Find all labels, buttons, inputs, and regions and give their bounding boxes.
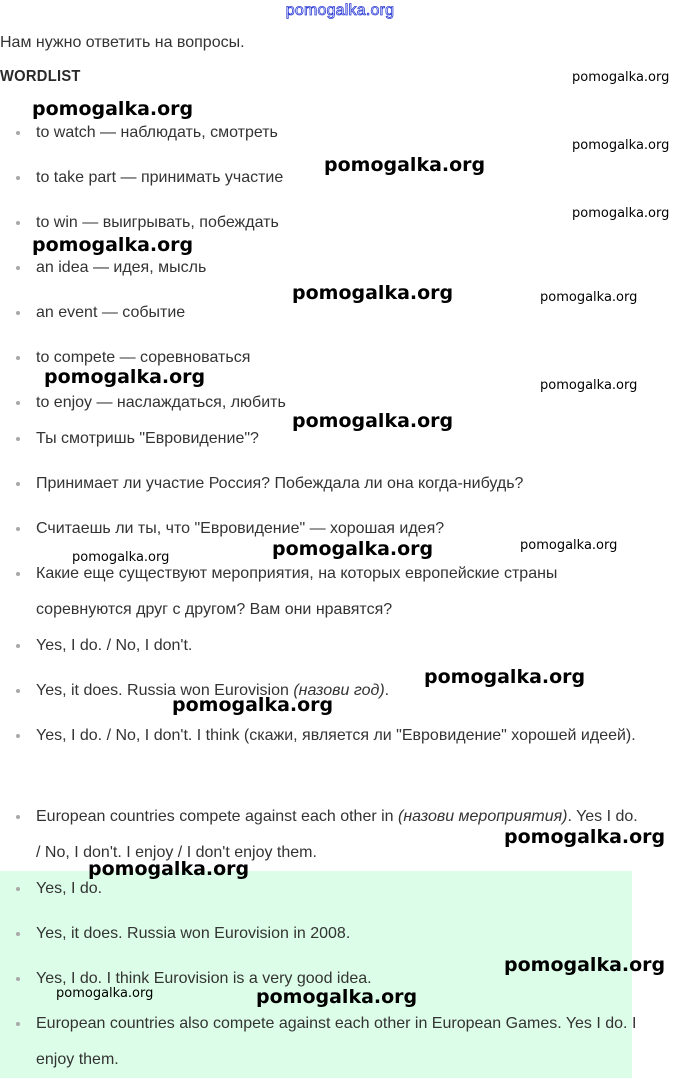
item-text: Yes, it does. Russia won Eurovision in 2008. (36, 925, 351, 942)
list-item (16, 340, 646, 376)
list-item (16, 871, 646, 907)
bullet-icon (16, 689, 20, 693)
watermark: pomogalka.org (272, 538, 434, 560)
watermark: pomogalka.org (292, 410, 454, 432)
item-text: Считаешь ли ты, что "Евровидение" — хорошая идея? (36, 520, 445, 537)
item-text-part: Yes, it does. Russia won Eurovision (36, 682, 294, 699)
bullet-icon (16, 572, 20, 576)
bullet-icon (16, 815, 20, 819)
list-item (16, 673, 646, 709)
list-item (16, 718, 646, 754)
list-item (16, 916, 646, 952)
list-item (16, 961, 646, 997)
item-text: European countries also compete against each other in European Games. Yes I do. I enjoy them. (36, 1015, 637, 1068)
watermark: pomogalka.org (504, 954, 666, 976)
list-item (16, 556, 646, 628)
bullet-icon (16, 437, 20, 441)
item-text: to enjoy — наслаждаться, любить (36, 394, 286, 411)
item-text-emphasis: (назови мероприятия) (398, 808, 568, 825)
list-item (16, 1006, 646, 1078)
item-text (36, 673, 646, 709)
bullet-icon (16, 176, 20, 180)
bullet-icon (16, 356, 20, 360)
intro-text: Нам нужно ответить на вопросы. (0, 34, 245, 51)
bullet-icon (16, 1022, 20, 1026)
item-text: Какие еще существуют мероприятия, на которых европейские страны соревнуются друг с другом? Вам они нравятся? (36, 565, 558, 618)
list-item (16, 250, 646, 286)
item-text-part: . Yes I do. / No, I don't. I enjoy / I don't enjoy them. (36, 808, 638, 861)
item-text-part: . (384, 682, 390, 699)
watermark: pomogalka.org (572, 70, 670, 85)
item-text: to take part — принимать участие (36, 169, 284, 186)
list-item (16, 205, 646, 241)
wordlist-heading: WORDLIST (0, 68, 81, 85)
item-text: to watch — наблюдать, смотреть (36, 124, 278, 141)
bullet-icon (16, 266, 20, 270)
bullet-icon (16, 401, 20, 405)
item-text-emphasis: (назови год) (293, 682, 385, 699)
item-text: Принимает ли участие Россия? Побеждала ли она когда-нибудь? (36, 475, 524, 492)
watermark: pomogalka.org (256, 986, 418, 1008)
bullet-icon (16, 644, 20, 648)
bullet-icon (16, 977, 20, 981)
bullet-icon (16, 887, 20, 891)
watermark: pomogalka.org (292, 282, 454, 304)
list-item (16, 421, 646, 457)
watermark: pomogalka.org (520, 538, 618, 553)
item-text: an idea — идея, мысль (36, 259, 207, 276)
watermark: pomogalka.org (572, 206, 670, 221)
item-text (36, 799, 646, 871)
item-text-part: European countries compete against each other in (36, 808, 399, 825)
watermark: pomogalka.org (56, 986, 154, 1001)
watermark: pomogalka.org (72, 550, 170, 565)
item-text: Yes, I do. (36, 880, 103, 897)
watermark: pomogalka.org (32, 234, 194, 256)
watermark: pomogalka.org (572, 138, 670, 153)
list-item (16, 799, 646, 871)
item-text: to compete — соревноваться (36, 349, 251, 366)
watermark: pomogalka.org (88, 858, 250, 880)
bullet-icon (16, 734, 20, 738)
watermark: pomogalka.org (540, 378, 638, 393)
watermark: pomogalka.org (32, 98, 194, 120)
header-watermark: pomogalka.org (285, 2, 395, 19)
list-item (16, 115, 646, 151)
list-item (16, 628, 646, 664)
watermark: pomogalka.org (324, 154, 486, 176)
list-item (16, 466, 646, 502)
item-text: an event — событие (36, 304, 186, 321)
item-text: Yes, I do. / No, I don't. I think (скажи, является ли "Евровидение" хорошей идеей). (36, 727, 636, 744)
item-text: Yes, I do. I think Eurovision is a very good idea. (36, 970, 372, 987)
list-item (16, 160, 646, 196)
list-item (16, 511, 646, 547)
watermark: pomogalka.org (504, 826, 666, 848)
bullet-icon (16, 482, 20, 486)
item-text: Yes, I do. / No, I don't. (36, 637, 193, 654)
bullet-icon (16, 527, 20, 531)
watermark: pomogalka.org (424, 666, 586, 688)
item-text: to win — выигрывать, побеждать (36, 214, 279, 231)
list-item (16, 385, 646, 421)
item-text: Ты смотришь "Евровидение"? (36, 430, 259, 447)
watermark: pomogalka.org (172, 694, 334, 716)
bullet-icon (16, 131, 20, 135)
watermark: pomogalka.org (44, 366, 206, 388)
list-item (16, 295, 646, 331)
bullet-icon (16, 932, 20, 936)
watermark: pomogalka.org (540, 290, 638, 305)
bullet-icon (16, 221, 20, 225)
bullet-icon (16, 311, 20, 315)
